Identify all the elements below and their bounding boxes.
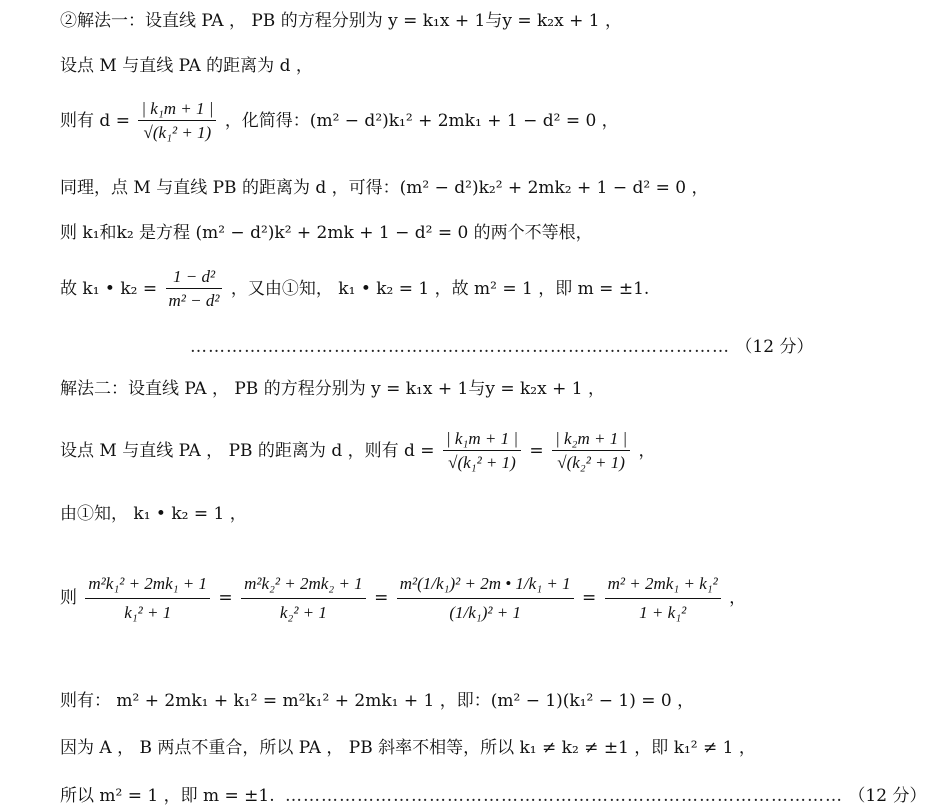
text: ， [638, 441, 656, 461]
line-similarly-pb: 同理，点 M 与直线 PB 的距离为 d ，可得：(m² − d²)k₂² + 2mk₂ + 1 − d² = 0 ， [60, 178, 709, 198]
text: 故 k₁ • k₂ = [60, 279, 158, 299]
score-line-1 [190, 336, 813, 358]
text: 设点 M 与直线 PA ， PB 的距离为 d ，则有 d = [60, 441, 435, 461]
fraction-numerator: m²k₂² + 2mk₂ + 1 [241, 570, 366, 599]
line-distance-def: 设点 M 与直线 PA 的距离为 d ， [60, 56, 313, 76]
fraction-numerator: m²k₁² + 2mk₁ + 1 [85, 570, 210, 599]
line-result-eq: 则有： m² + 2mk₁ + k₁² = m²k₁² + 2mk₁ + 1 ，即：(m² − 1)(k₁² − 1) = 0 ， [60, 691, 695, 711]
line-product [60, 266, 649, 313]
fraction-numerator: | k₂m + 1 | [552, 428, 630, 451]
dot-leader: ……………………………………………………………………………… [190, 337, 730, 357]
equals-sign: = [218, 588, 233, 608]
line-conclusion: 所以 m² = 1 ，即 m = ±1. [60, 786, 275, 806]
fraction-distance-pa [443, 428, 521, 475]
line-method1-setup: ②解法一：设直线 PA ， PB 的方程分别为 y = k₁x + 1与y = k₂x + 1 ， [60, 11, 622, 31]
score-label: （12 分） [735, 337, 814, 357]
fraction-numerator: | k₁m + 1 | [138, 98, 216, 121]
fraction-denominator: k₂² + 1 [279, 603, 327, 622]
text: 则 [60, 588, 77, 608]
equals-sign: = [581, 588, 597, 608]
fraction-numerator: m²(1/k₁)² + 2m • 1/k₁ + 1 [397, 570, 574, 599]
line-chain-equation [60, 570, 746, 627]
fraction-denominator: √(k₁² + 1) [143, 123, 212, 142]
fraction-numerator: m² + 2mk₁ + k₁² [605, 570, 721, 599]
line-roots: 则 k₁和k₂ 是方程 (m² − d²)k² + 2mk + 1 − d² = 0 的两个不等根， [60, 223, 593, 243]
fraction-numerator: 1 − d² [166, 266, 223, 289]
text: ，化简得：(m² − d²)k₁² + 2mk₁ + 1 − d² = 0 ， [224, 111, 619, 131]
text: 则有 d = [60, 111, 130, 131]
dot-leader: ………………………………………………………………………………… [285, 786, 843, 806]
fraction-k1 [85, 570, 210, 627]
score-line-2 [285, 785, 926, 807]
fraction-denominator: (1/k₁)² + 1 [449, 603, 521, 622]
fraction-k2 [241, 570, 366, 627]
fraction-distance-pb [552, 428, 630, 475]
fraction-numerator: | k₁m + 1 | [443, 428, 521, 451]
line-distance-both [60, 428, 656, 475]
line-distinct-points: 因为 A ， B 两点不重合，所以 PA ， PB 斜率不相等，所以 k₁ ≠ k₂ ≠ ±1 ，即 k₁² ≠ 1 ， [60, 738, 756, 758]
fraction-denominator: √(k₂² + 1) [557, 453, 625, 472]
fraction-product [166, 266, 223, 313]
line-method2-setup: 解法二：设直线 PA ， PB 的方程分别为 y = k₁x + 1与y = k₂x + 1 ， [60, 379, 605, 399]
equals-sign: = [374, 588, 389, 608]
text: ，又由①知， k₁ • k₂ = 1 ，故 m² = 1 ，即 m = ±1. [230, 279, 650, 299]
score-label: （12 分） [848, 786, 926, 806]
line-from-1: 由①知， k₁ • k₂ = 1 ， [60, 504, 247, 524]
text: ， [729, 588, 747, 608]
line-distance-formula [60, 98, 619, 145]
fraction-denominator: k₁² + 1 [124, 603, 172, 622]
equals-sign: = [529, 441, 544, 461]
fraction-denominator: m² − d² [168, 291, 220, 310]
fraction-simplified [605, 570, 721, 627]
fraction-denominator: 1 + k₁² [639, 603, 687, 622]
fraction-reciprocal [397, 570, 574, 627]
fraction-denominator: √(k₁² + 1) [448, 453, 516, 472]
fraction-distance [138, 98, 216, 145]
